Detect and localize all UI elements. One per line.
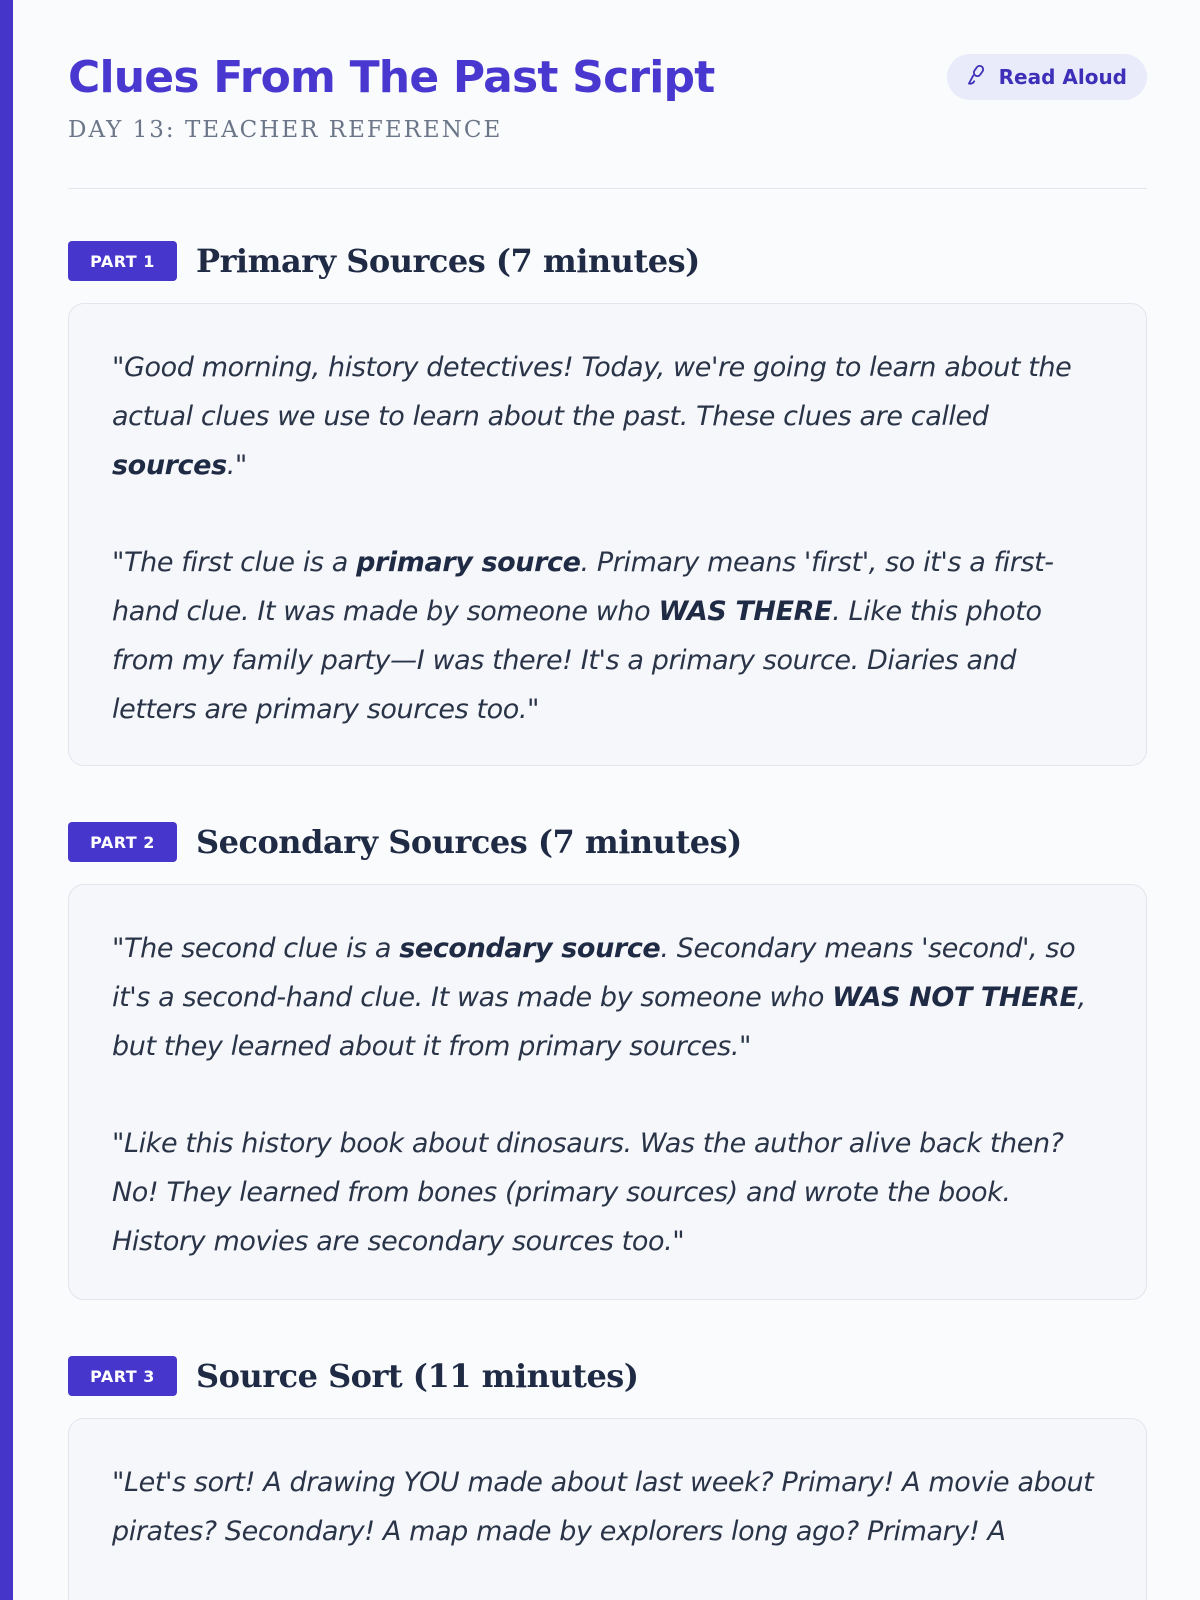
script-text: . Like this photo from my family party—I was there! It's a primary source. Diaries and letters are primary sources too." [112,596,1042,725]
script-text: . Primary means 'first', so it's a first-hand clue. It was made by someone who [112,547,1054,627]
section-title: Primary Sources (7 minutes) [196,242,700,280]
script-text: , but they learned about it from primary sources." [112,982,1086,1062]
script-paragraph [112,924,1106,1071]
read-aloud-label: Read Aloud [998,65,1127,89]
script-text: . Secondary means 'second', so it's a second-hand clue. It was made by someone who [112,933,1076,1013]
script-card-part-2 [68,884,1147,1300]
accent-bar [0,0,13,1600]
script-text: "Like this history book about dinosaurs. Was the author alive back then? No! They learned from bones (primary sources) and wrote the book. History movies are secondary sources too." [112,1128,1064,1257]
script-text: "The second clue is a [112,933,400,964]
section-header-part-2 [68,821,742,863]
part-badge: PART 2 [68,822,177,862]
page-title: Clues From The Past Script [68,52,715,103]
script-text: "Let's sort! A drawing YOU made about last week? Primary! A movie about pirates? Secondary! A map made by explorers long ago? Primary! A [112,1467,1094,1547]
emphasis-text: sources [112,450,227,481]
script-paragraph [112,1458,1106,1556]
script-card-part-3 [68,1418,1147,1600]
script-paragraph [112,1119,1106,1266]
script-card-part-1 [68,303,1147,766]
script-text: "Good morning, history detectives! Today, we're going to learn about the actual clues we use to learn about the past. These clues are called [112,352,1072,432]
script-paragraph [112,343,1106,490]
part-badge: PART 1 [68,241,177,281]
emphasis-text: primary source [356,547,581,578]
emphasis-text: WAS NOT THERE [832,982,1078,1013]
emphasis-text: WAS THERE [658,596,833,627]
page-subtitle: DAY 13: TEACHER REFERENCE [68,117,503,143]
part-badge: PART 3 [68,1356,177,1396]
section-header-part-3 [68,1355,638,1397]
section-header-part-1 [68,240,700,282]
page-header [68,0,1147,189]
microphone-icon [965,63,989,92]
script-paragraph [112,538,1106,734]
section-title: Secondary Sources (7 minutes) [196,823,742,861]
emphasis-text: secondary source [399,933,661,964]
script-text: "The first clue is a [112,547,357,578]
section-title: Source Sort (11 minutes) [196,1357,639,1395]
script-text: ." [226,450,247,481]
script-page [68,0,1147,1547]
read-aloud-button[interactable] [947,54,1147,100]
